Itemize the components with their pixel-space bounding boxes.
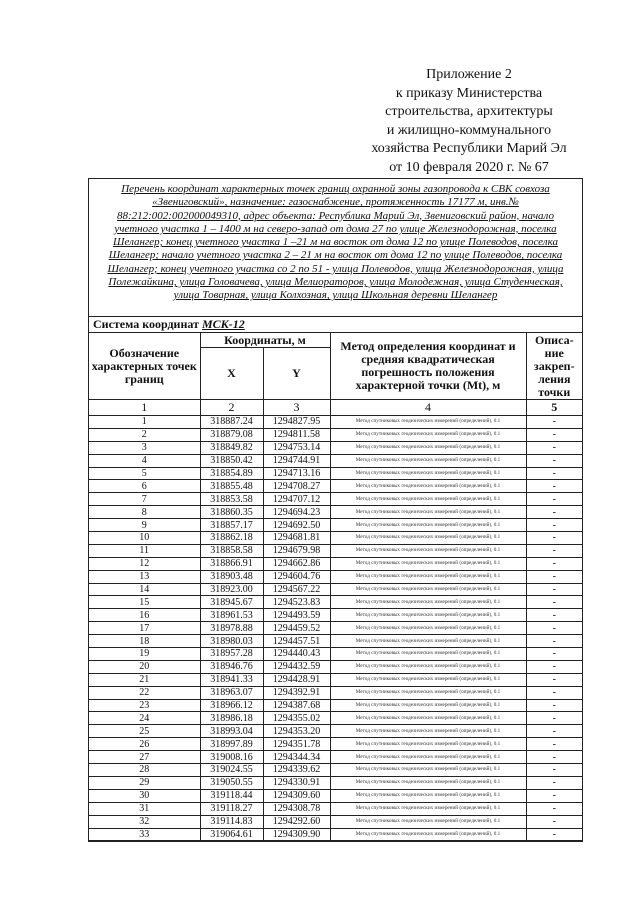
point-number: 21 — [89, 673, 200, 686]
point-number: 27 — [89, 751, 200, 764]
method-cell: Метод спутниковых геодезических измерений (определений), 0.1 — [330, 828, 526, 841]
description-cell: - — [526, 648, 582, 661]
table-row — [89, 802, 582, 815]
appendix-line: к приказу Министерства — [395, 85, 543, 101]
table-row — [89, 467, 582, 480]
point-number: 15 — [89, 596, 200, 609]
description-cell: - — [526, 480, 582, 493]
point-number: 32 — [89, 815, 200, 828]
method-cell: Метод спутниковых геодезических измерений (определений), 0.1 — [330, 467, 526, 480]
description-cell: - — [526, 557, 582, 570]
table-row — [89, 506, 582, 519]
coord-x: 318858.58 — [200, 544, 263, 557]
table-row — [89, 609, 582, 622]
coordinate-system — [89, 317, 582, 333]
table-row — [89, 557, 582, 570]
appendix-line: строительства, архитектуры — [385, 104, 553, 119]
point-number: 28 — [89, 764, 200, 777]
description-cell: - — [526, 596, 582, 609]
coord-x: 318849.82 — [200, 441, 263, 454]
point-number: 11 — [89, 544, 200, 557]
point-number: 29 — [89, 776, 200, 789]
coord-y: 1294753.14 — [263, 441, 330, 454]
description-cell: - — [526, 789, 582, 802]
table-row — [89, 428, 582, 441]
table-row — [89, 828, 582, 841]
table-row — [89, 532, 582, 545]
table-row — [89, 725, 582, 738]
coord-x: 318993.04 — [200, 725, 263, 738]
coord-y: 1294708.27 — [263, 480, 330, 493]
point-number: 18 — [89, 635, 200, 648]
coord-x: 318879.08 — [200, 428, 263, 441]
point-number: 6 — [89, 480, 200, 493]
appendix-line: от 10 февраля 2020 г. № 67 — [389, 159, 549, 175]
method-cell: Метод спутниковых геодезических измерений (определений), 0.1 — [330, 802, 526, 815]
coord-x: 318966.12 — [200, 699, 263, 712]
method-cell: Метод спутниковых геодезических измерений (определений), 0.1 — [330, 596, 526, 609]
point-number: 7 — [89, 493, 200, 506]
method-cell: Метод спутниковых геодезических измерений (определений), 0.1 — [330, 506, 526, 519]
point-number: 23 — [89, 699, 200, 712]
method-cell: Метод спутниковых геодезических измерений (определений), 0.1 — [330, 416, 526, 429]
point-number: 25 — [89, 725, 200, 738]
coord-x: 318860.35 — [200, 506, 263, 519]
description-cell: - — [526, 802, 582, 815]
column-number: 4 — [330, 400, 526, 416]
coord-y: 1294662.86 — [263, 557, 330, 570]
description-cell: - — [526, 428, 582, 441]
coordinates-table — [89, 317, 582, 841]
coord-x: 318850.42 — [200, 454, 263, 467]
table-row — [89, 660, 582, 673]
coord-y: 1294523.83 — [263, 596, 330, 609]
method-cell: Метод спутниковых геодезических измерений (определений), 0.1 — [330, 660, 526, 673]
coord-x: 319118.44 — [200, 789, 263, 802]
method-cell: Метод спутниковых геодезических измерений (определений), 0.1 — [330, 493, 526, 506]
point-number: 1 — [89, 416, 200, 429]
method-cell: Метод спутниковых геодезических измерений (определений), 0.1 — [330, 738, 526, 751]
table-row — [89, 570, 582, 583]
method-cell: Метод спутниковых геодезических измерений (определений), 0.1 — [330, 609, 526, 622]
description-cell: - — [526, 635, 582, 648]
method-cell: Метод спутниковых геодезических измерений (определений), 0.1 — [330, 699, 526, 712]
coord-y: 1294744.91 — [263, 454, 330, 467]
method-cell: Метод спутниковых геодезических измерений (определений), 0.1 — [330, 544, 526, 557]
table-row — [89, 699, 582, 712]
description-cell: - — [526, 416, 582, 429]
coord-x: 318980.03 — [200, 635, 263, 648]
coord-y: 1294353.20 — [263, 725, 330, 738]
table-row — [89, 480, 582, 493]
method-cell: Метод спутниковых геодезических измерений (определений), 0.1 — [330, 532, 526, 545]
point-number: 2 — [89, 428, 200, 441]
method-cell: Метод спутниковых геодезических измерений (определений), 0.1 — [330, 428, 526, 441]
header-y: Y — [263, 348, 330, 400]
description-cell: - — [526, 519, 582, 532]
coord-y: 1294392.91 — [263, 686, 330, 699]
point-number: 20 — [89, 660, 200, 673]
coord-y: 1294355.02 — [263, 712, 330, 725]
coord-x: 318887.24 — [200, 416, 263, 429]
point-number: 4 — [89, 454, 200, 467]
method-cell: Метод спутниковых геодезических измерений (определений), 0.1 — [330, 673, 526, 686]
coord-y: 1294387.68 — [263, 699, 330, 712]
description-cell: - — [526, 493, 582, 506]
coord-x: 318923.00 — [200, 583, 263, 596]
method-cell: Метод спутниковых геодезических измерений (определений), 0.1 — [330, 764, 526, 777]
description-cell: - — [526, 609, 582, 622]
coord-x: 318945.67 — [200, 596, 263, 609]
table-row — [89, 764, 582, 777]
coord-y: 1294827.95 — [263, 416, 330, 429]
table-row — [89, 815, 582, 828]
coord-y: 1294604.76 — [263, 570, 330, 583]
table-row — [89, 519, 582, 532]
column-number: 5 — [526, 400, 582, 416]
method-cell: Метод спутниковых геодезических измерений (определений), 0.1 — [330, 570, 526, 583]
coord-x: 318978.88 — [200, 622, 263, 635]
description-cell: - — [526, 583, 582, 596]
point-number: 30 — [89, 789, 200, 802]
point-number: 12 — [89, 557, 200, 570]
point-number: 8 — [89, 506, 200, 519]
method-cell: Метод спутниковых геодезических измерений (определений), 0.1 — [330, 789, 526, 802]
coord-y: 1294309.60 — [263, 789, 330, 802]
coord-y: 1294692.50 — [263, 519, 330, 532]
coord-x: 319050.55 — [200, 776, 263, 789]
coord-y: 1294330.91 — [263, 776, 330, 789]
description-cell: - — [526, 738, 582, 751]
table-row — [89, 441, 582, 454]
table-row — [89, 583, 582, 596]
coord-x: 318941.33 — [200, 673, 263, 686]
coord-y: 1294567.22 — [263, 583, 330, 596]
table-row — [89, 635, 582, 648]
coord-y: 1294339.62 — [263, 764, 330, 777]
method-cell: Метод спутниковых геодезических измерений (определений), 0.1 — [330, 686, 526, 699]
table-row — [89, 648, 582, 661]
description-cell: - — [526, 699, 582, 712]
coord-x: 319008.16 — [200, 751, 263, 764]
coord-x: 319118.27 — [200, 802, 263, 815]
description-cell: - — [526, 622, 582, 635]
coord-x: 318903.48 — [200, 570, 263, 583]
description-cell: - — [526, 532, 582, 545]
table-row — [89, 751, 582, 764]
coord-y: 1294681.81 — [263, 532, 330, 545]
appendix-line: и жилищно-коммунального — [386, 122, 552, 138]
point-number: 16 — [89, 609, 200, 622]
coord-y: 1294432.59 — [263, 660, 330, 673]
table-row — [89, 454, 582, 467]
description-cell: - — [526, 454, 582, 467]
method-cell: Метод спутниковых геодезических измерений (определений), 0.1 — [330, 480, 526, 493]
description-cell: - — [526, 815, 582, 828]
table-row — [89, 544, 582, 557]
method-cell: Метод спутниковых геодезических измерений (определений), 0.1 — [330, 725, 526, 738]
appendix-line: хозяйства Республики Марий Эл — [371, 141, 567, 156]
coord-y: 1294694.23 — [263, 506, 330, 519]
header-x: X — [200, 348, 263, 400]
method-cell: Метод спутниковых геодезических измерений (определений), 0.1 — [330, 519, 526, 532]
column-number: 3 — [263, 400, 330, 416]
description-cell: - — [526, 776, 582, 789]
coord-x: 318946.76 — [200, 660, 263, 673]
coord-x: 319114.83 — [200, 815, 263, 828]
coord-y: 1294713.16 — [263, 467, 330, 480]
point-number: 5 — [89, 467, 200, 480]
coord-x: 319064.61 — [200, 828, 263, 841]
coord-y: 1294457.51 — [263, 635, 330, 648]
description-cell: - — [526, 764, 582, 777]
column-number: 1 — [89, 400, 200, 416]
coord-y: 1294351.78 — [263, 738, 330, 751]
point-number: 26 — [89, 738, 200, 751]
description-cell: - — [526, 467, 582, 480]
method-cell: Метод спутниковых геодезических измерений (определений), 0.1 — [330, 583, 526, 596]
coord-y: 1294292.60 — [263, 815, 330, 828]
coord-x: 318963.07 — [200, 686, 263, 699]
method-cell: Метод спутниковых геодезических измерений (определений), 0.1 — [330, 776, 526, 789]
appendix-line: Приложение 2 — [426, 67, 512, 82]
coord-y: 1294344.34 — [263, 751, 330, 764]
point-number: 10 — [89, 532, 200, 545]
table-row — [89, 776, 582, 789]
method-cell: Метод спутниковых геодезических измерений (определений), 0.1 — [330, 635, 526, 648]
point-number: 3 — [89, 441, 200, 454]
point-number: 22 — [89, 686, 200, 699]
description-cell: - — [526, 544, 582, 557]
header-point: Обозначение характерных точек границ — [89, 333, 200, 400]
point-number: 17 — [89, 622, 200, 635]
coord-y: 1294811.58 — [263, 428, 330, 441]
method-cell: Метод спутниковых геодезических измерений (определений), 0.1 — [330, 751, 526, 764]
table-row — [89, 596, 582, 609]
description-cell: - — [526, 725, 582, 738]
column-number: 2 — [200, 400, 263, 416]
header-coords: Координаты, м — [200, 333, 330, 348]
header-description: Описа-ние закреп-ления точки — [526, 333, 582, 400]
coord-y: 1294679.98 — [263, 544, 330, 557]
point-number: 9 — [89, 519, 200, 532]
coord-y: 1294308.78 — [263, 802, 330, 815]
coord-x: 318855.48 — [200, 480, 263, 493]
coord-x: 318853.58 — [200, 493, 263, 506]
coord-y: 1294440.43 — [263, 648, 330, 661]
coord-y: 1294707.12 — [263, 493, 330, 506]
coord-x: 318862.18 — [200, 532, 263, 545]
coord-y: 1294459.52 — [263, 622, 330, 635]
point-number: 13 — [89, 570, 200, 583]
coord-x: 318854.89 — [200, 467, 263, 480]
header-method: Метод определения координат и средняя квадратическая погрешность положения характерной точки (Mt), м — [330, 333, 526, 400]
coord-x: 318997.89 — [200, 738, 263, 751]
coord-x: 318961.53 — [200, 609, 263, 622]
description-cell: - — [526, 751, 582, 764]
coord-x: 318986.18 — [200, 712, 263, 725]
description-cell: - — [526, 441, 582, 454]
method-cell: Метод спутниковых геодезических измерений (определений), 0.1 — [330, 441, 526, 454]
table-row — [89, 738, 582, 751]
point-number: 24 — [89, 712, 200, 725]
table-body — [89, 416, 582, 841]
coord-x: 318866.91 — [200, 557, 263, 570]
table-row — [89, 416, 582, 429]
table-row — [89, 789, 582, 802]
coord-x: 319024.55 — [200, 764, 263, 777]
point-number: 14 — [89, 583, 200, 596]
method-cell: Метод спутниковых геодезических измерений (определений), 0.1 — [330, 622, 526, 635]
method-cell: Метод спутниковых геодезических измерений (определений), 0.1 — [330, 454, 526, 467]
table-row — [89, 686, 582, 699]
description-cell: - — [526, 506, 582, 519]
coordinate-system-label: Система координат — [93, 317, 199, 331]
table-row — [89, 673, 582, 686]
coordinate-system-name: МСК-12 — [201, 317, 245, 331]
description-cell: - — [526, 570, 582, 583]
method-cell: Метод спутниковых геодезических измерений (определений), 0.1 — [330, 712, 526, 725]
point-number: 19 — [89, 648, 200, 661]
method-cell: Метод спутниковых геодезических измерений (определений), 0.1 — [330, 648, 526, 661]
coordinates-document — [88, 178, 583, 842]
coord-x: 318857.17 — [200, 519, 263, 532]
table-row — [89, 712, 582, 725]
description-cell: - — [526, 673, 582, 686]
coord-y: 1294428.91 — [263, 673, 330, 686]
description-cell: - — [526, 686, 582, 699]
list-heading: Перечень координат характерных точек границ охранной зоны газопровода к СВК совхоза «Звениговский», назначение: газоснабжение, протяженность 17177 м, инв.№ 88:212:002:002000049310, адрес объекта: Республика Марий Эл, Звениговский район, начало учетного участка 1 – 1400 м на северо-запад от дома 27 по улице Железнодорожная, поселка Шелангер; конец учетного участка 1 –21 м на восток от дома 12 по улице Полеводов, поселка Шелангер; начало учетного участка 2 – 21 м на восток от дома 12 по улице Полеводов, поселка Шелангер; конец учетного участка со 2 по 51 - улица Полеводов, улица Железнодорожная, улица Полежайкина, улица Головачева, улица Мелиораторов, улица Молодежная, улица Студенческая, улица Товарная, улица Колхозная, улица Школьная деревни Шелангер — [89, 179, 582, 317]
appendix-block — [350, 66, 588, 177]
description-cell: - — [526, 712, 582, 725]
table-row — [89, 493, 582, 506]
table-row — [89, 622, 582, 635]
description-cell: - — [526, 828, 582, 841]
method-cell: Метод спутниковых геодезических измерений (определений), 0.1 — [330, 557, 526, 570]
coord-x: 318957.28 — [200, 648, 263, 661]
point-number: 33 — [89, 828, 200, 841]
coord-y: 1294493.59 — [263, 609, 330, 622]
point-number: 31 — [89, 802, 200, 815]
description-cell: - — [526, 660, 582, 673]
coord-y: 1294309.90 — [263, 828, 330, 841]
method-cell: Метод спутниковых геодезических измерений (определений), 0.1 — [330, 815, 526, 828]
